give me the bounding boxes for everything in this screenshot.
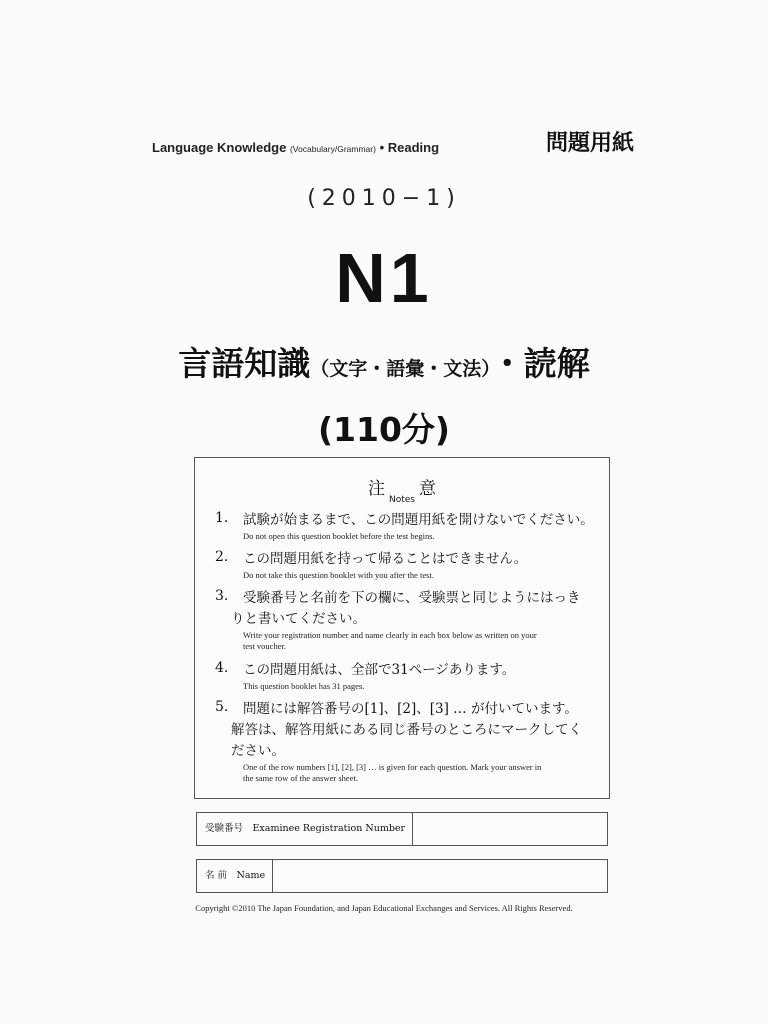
subject-tail: ・読解 bbox=[490, 344, 590, 383]
header-left-main: Language Knowledge bbox=[152, 140, 287, 155]
notes-box bbox=[194, 457, 610, 799]
exam-subject bbox=[0, 338, 768, 385]
note-jp-cont2: ださい。 bbox=[231, 743, 285, 759]
note-en: One of the row numbers [1], [2], [3] … is given for each question. Mark your answer in bbox=[243, 762, 542, 772]
note-number: 4. bbox=[215, 660, 229, 676]
note-number: 2. bbox=[215, 549, 229, 565]
note-en: Do not open this question booklet before the test begins. bbox=[243, 531, 435, 541]
note-number: 1. bbox=[215, 510, 229, 526]
registration-number-input[interactable] bbox=[413, 813, 607, 845]
note-jp: この問題用紙は、全部で31ページあります。 bbox=[243, 662, 516, 678]
subject-paren: （文字・語彙・文法） bbox=[310, 358, 491, 380]
note-jp: 受験番号と名前を下の欄に、受験票と同じようにはっき bbox=[243, 590, 581, 606]
note-item-1 bbox=[215, 510, 595, 542]
note-en: Write your registration number and name clearly in each box below as written on your bbox=[243, 630, 537, 640]
registration-number-field bbox=[196, 812, 608, 846]
note-jp-cont: 解答は、解答用紙にある同じ番号のところにマークしてく bbox=[231, 722, 582, 738]
note-jp: この問題用紙を持って帰ることはできません。 bbox=[243, 551, 528, 567]
notes-title-en: Notes bbox=[389, 495, 415, 505]
note-en-cont: test voucher. bbox=[243, 641, 286, 651]
note-jp: 試験が始まるまで、この問題用紙を開けないでください。 bbox=[243, 512, 594, 528]
copyright-notice: Copyright ©2010 The Japan Foundation, and Japan Educational Exchanges and Services. All Rights Reserved. bbox=[195, 903, 573, 913]
name-input[interactable] bbox=[273, 860, 607, 892]
note-en: This question booklet has 31 pages. bbox=[243, 681, 365, 691]
header-left-paren: (Vocabulary/Grammar) bbox=[289, 144, 376, 154]
subject-main: 言語知識 bbox=[178, 344, 311, 383]
notes-title-left: 注 bbox=[368, 479, 385, 499]
exam-year: (2010−1) bbox=[307, 186, 461, 211]
note-item-4 bbox=[215, 660, 595, 692]
note-en-cont: the same row of the answer sheet. bbox=[243, 773, 358, 783]
name-label: 名 前 Name bbox=[197, 860, 273, 892]
note-item-3 bbox=[215, 588, 595, 652]
note-en: Do not take this question booklet with you after the test. bbox=[243, 570, 434, 580]
note-number: 3. bbox=[215, 588, 229, 604]
registration-number-label: 受験番号 Examinee Registration Number bbox=[197, 813, 413, 845]
header-left-title bbox=[152, 140, 439, 155]
note-item-2 bbox=[215, 549, 595, 581]
exam-duration: (110分) bbox=[317, 410, 451, 449]
header-left-tail: • Reading bbox=[379, 140, 440, 155]
note-jp: 問題には解答番号の[1]、[2]、[3] … が付いています。 bbox=[243, 701, 578, 717]
note-item-5 bbox=[215, 699, 595, 784]
name-field bbox=[196, 859, 608, 893]
exam-level: N1 bbox=[335, 239, 433, 317]
note-jp-cont: りと書いてください。 bbox=[231, 611, 366, 627]
notes-title-right: 意 bbox=[419, 479, 436, 499]
note-number: 5. bbox=[215, 699, 229, 715]
booklet-label: 問題用紙 bbox=[546, 131, 635, 156]
notes-title bbox=[195, 474, 609, 505]
